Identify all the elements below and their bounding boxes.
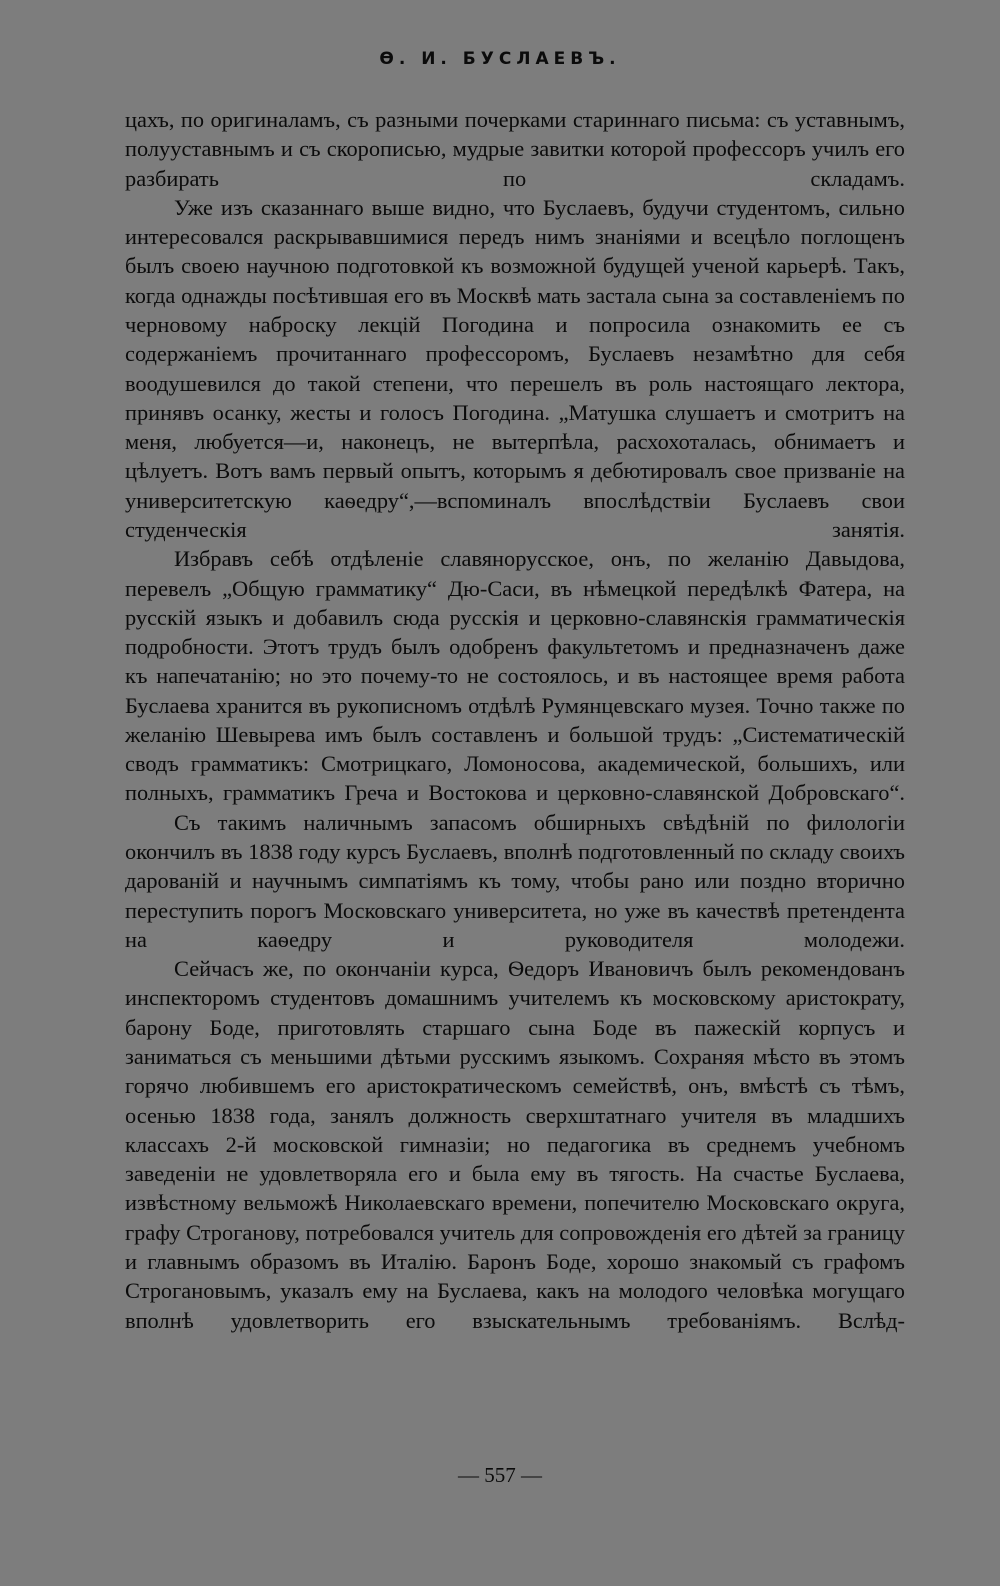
paragraph-3: Избравъ себѣ отдѣленіе славянорусское, онъ, по желанію Давыдова, перевелъ „Общую грамматику“ Дю-Саси, въ нѣмецкой передѣлкѣ Фатера, на русскій языкъ и добавилъ сюда русскія и церковно-славянскія грамматическія подробности. Этотъ трудъ былъ одобренъ факультетомъ и предназначенъ даже къ напечатанію; но это почему-то не состоялось, и въ настоящее время работа Буслаева хранится въ рукописномъ отдѣлѣ Румянцевскаго музея. Точно также по желанію Шевырева имъ былъ составленъ и большой трудъ: „Систематическій сводъ грамматикъ: Смотрицкаго, Ломоносова, академической, большихъ, или полныхъ, грамматикъ Греча и Востокова и церковно-славянской Добровскаго“.: [125, 546, 905, 806]
paragraph-1: цахъ, по оригиналамъ, съ разными почерками стариннаго письма: съ уставнымъ, полууставнымъ и съ скорописью, мудрые завитки которой профессоръ училъ его разбирать по складамъ.: [125, 107, 905, 191]
paragraph-5: Сейчасъ же, по окончаніи курса, Ѳедоръ Ивановичъ былъ рекомендованъ инспекторомъ студентовъ домашнимъ учителемъ къ московскому аристократу, барону Боде, приготовлять старшаго сына Боде въ пажескій корпусъ и заниматься съ меньшими дѣтьми русскимъ языкомъ. Сохраняя мѣсто въ этомъ горячо любившемъ его аристократическомъ семействѣ, онъ, вмѣстѣ съ тѣмъ, осенью 1838 года, занялъ должность сверхштатнаго учителя въ младшихъ классахъ 2-й московской гимназіи; но педагогика въ среднемъ учебномъ заведеніи не удовлетворяла его и была ему въ тягость. На счастье Буслаева, извѣстному вельможѣ Николаевскаго времени, попечителю Московскаго округа, графу Строганову, потребовался учитель для сопровожденія его дѣтей за границу и главнымъ образомъ въ Италію. Баронъ Боде, хорошо знакомый съ графомъ Строгановымъ, указалъ ему на Буслаева, какъ на молодого человѣка могущаго вполнѣ удовлетворить его взыскательнымъ требованіямъ. Вслѣд-: [125, 956, 905, 1333]
page-number: — 557 —: [458, 1463, 542, 1487]
body-text: [125, 105, 905, 1335]
paragraph-4: Съ такимъ наличнымъ запасомъ обширныхъ свѣдѣній по филологіи окончилъ въ 1838 году курсъ Буслаевъ, вполнѣ подготовленный по складу своихъ дарованій и научнымъ симпатіямъ къ тому, чтобы рано или поздно вторично переступить порогъ Московскаго университета, но уже въ качествѣ претендента на каѳедру и руководителя молодежи.: [125, 809, 905, 952]
running-header: Ѳ. И. БУСЛАЕВЪ.: [379, 49, 621, 69]
paragraph-2: Уже изъ сказаннаго выше видно, что Буслаевъ, будучи студентомъ, сильно интересовался раскрывавшимися передъ нимъ знаніями и всецѣло поглощенъ былъ своею научною подготовкой къ возможной будущей ученой карьерѣ. Такъ, когда однажды посѣтившая его въ Москвѣ мать застала сына за составленіемъ по черновому наброску лекцій Погодина и попросила ознакомить ее съ содержаніемъ прочитаннаго профессоромъ, Буслаевъ незамѣтно для себя воодушевился до такой степени, что перешелъ въ роль настоящаго лектора, принявъ осанку, жесты и голосъ Погодина. „Матушка слушаетъ и смотритъ на меня, любуется—и, наконецъ, не вытерпѣла, расхохоталась, обнимаетъ и цѣлуетъ. Вотъ вамъ первый опытъ, которымъ я дебютировалъ свое призваніе на университетскую каѳедру“,—вспоминалъ впослѣдствіи Буслаевъ свои студенческія занятія.: [125, 194, 905, 542]
